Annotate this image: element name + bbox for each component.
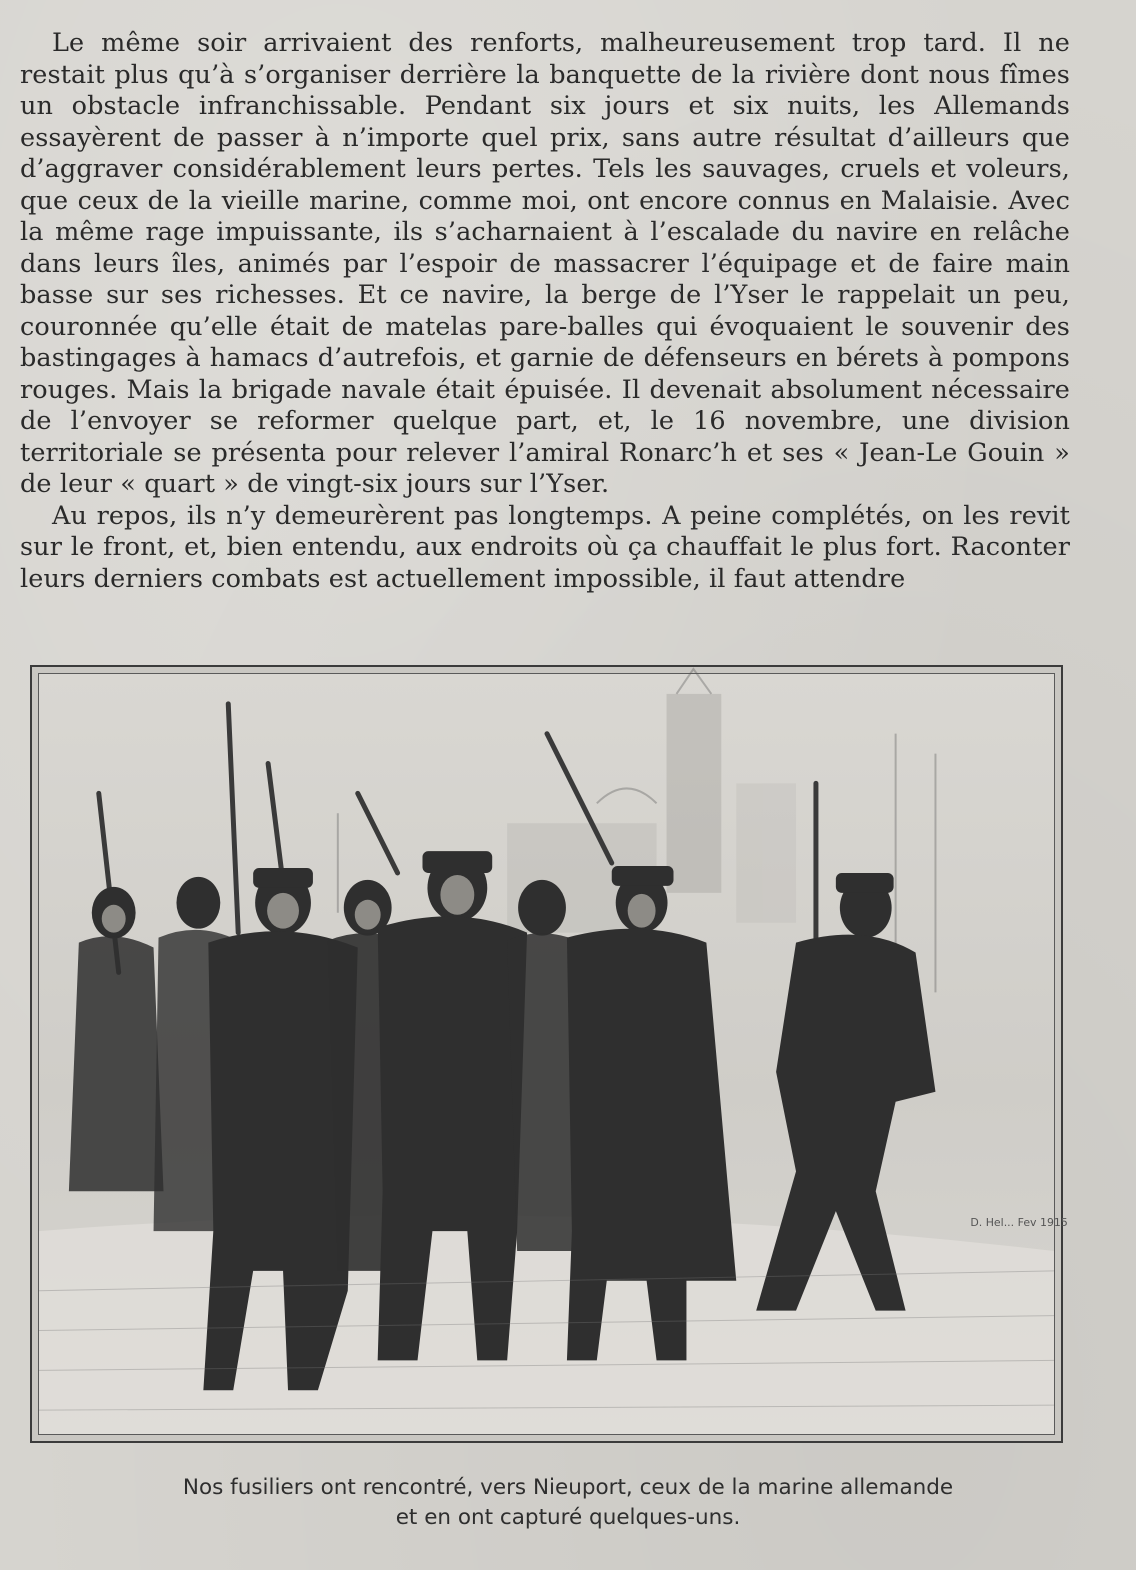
paragraph-1: Le même soir arrivaient des renforts, malheureusement trop tard. Il ne restait plus qu’à s’organiser derrière la banquette de la rivière dont nous fîmes un obstacle infranchissable. Pendant six jours et six nuits, les Allemands essayèrent de passer à n’importe quel prix, sans autre résultat d’ailleurs que d’aggraver considérablement leurs pertes. Tels les sauvages, cruels et voleurs, que ceux de la vieille marine, comme moi, ont encore connus en Malaisie. Avec la même rage impuissante, ils s’acharnaient à l’escalade du navire en relâche dans leurs îles, animés par l’espoir de massacrer l’équipage et de faire main basse sur ses richesses. Et ce navire, la berge de l’Yser le rappelait un peu, couronnée qu’elle était de matelas pare-balles qui évoquaient le souvenir des bastingages à hamacs d’autrefois, et garnie de défenseurs en bérets à pompons rouges. Mais la brigade navale était épuisée. Il devenait absolument nécessaire de l’envoyer se reformer quelque part, et, le 16 novembre, une division territoriale se présenta pour relever l’amiral Ronarc’h et ses « Jean-Le Gouin » de leur « quart » de vingt-six jours sur l’Yser. (20, 28, 1070, 499)
marching-soldiers-drawing (39, 674, 1068, 1434)
paragraph-2: Au repos, ils n’y demeurèrent pas longtemps. A peine complétés, on les revit sur le front, et, bien entendu, aux endroits où ça chauffait le plus fort. Raconter leurs derniers combats est actuellement impossible, il faut attendre (20, 500, 1070, 594)
article-body (20, 28, 1070, 595)
artist-signature: D. Hel... Fev 1915 (970, 1216, 1068, 1230)
caption-line-2: et en ont capturé quelques-uns. (395, 1505, 741, 1530)
caption-line-1: Nos fusiliers ont rencontré, vers Nieuport, ceux de la marine allemande (182, 1475, 954, 1500)
illustration (38, 673, 1068, 1435)
illustration-frame (30, 665, 1068, 1443)
